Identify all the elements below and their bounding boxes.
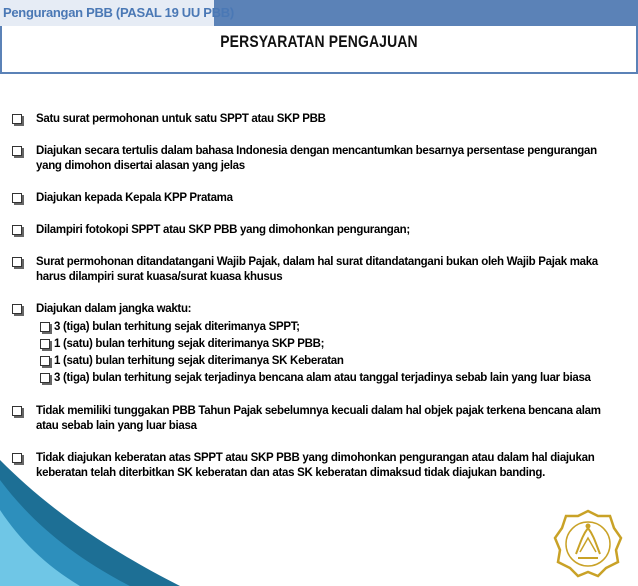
checkbox-bullet-icon — [40, 373, 50, 383]
requirements-list — [12, 112, 624, 498]
checkbox-bullet-icon — [12, 193, 22, 203]
list-item-text: Tidak diajukan keberatan atas SPPT atau SKP PBB yang dimohonkan pengurangan atau dalam hal diajukan keberatan telah diterbitkan SK keberatan dan atas SK keberatan dimaksud tidak diajukan banding. — [36, 452, 595, 479]
ministry-emblem-icon — [552, 508, 624, 580]
checkbox-bullet-icon — [12, 257, 22, 267]
list-item — [12, 191, 624, 206]
sub-list — [40, 319, 624, 387]
checkbox-bullet-icon — [12, 406, 22, 416]
section-title: Pengurangan PBB (PASAL 19 UU PBB) — [0, 0, 214, 26]
sub-list-item-text: 3 (tiga) bulan terhitung sejak diterimanya SPPT; — [54, 321, 300, 333]
sub-list-item — [40, 336, 624, 353]
list-item-text: Surat permohonan ditandatangani Wajib Pajak, dalam hal surat ditandatangani bukan oleh Wajib Pajak maka harus dilampiri surat kuasa/surat kuasa khusus — [36, 256, 598, 283]
list-item — [12, 112, 624, 127]
checkbox-bullet-icon — [40, 339, 50, 349]
sub-list-item — [40, 319, 624, 336]
checkbox-bullet-icon — [40, 356, 50, 366]
list-item — [12, 223, 624, 238]
list-item-text: Diajukan secara tertulis dalam bahasa Indonesia dengan mencantumkan besarnya persentase pengurangan yang dimohon disertai alasan yang jelas — [36, 145, 597, 172]
checkbox-bullet-icon — [12, 146, 22, 156]
sub-list-item — [40, 370, 624, 387]
checkbox-bullet-icon — [12, 114, 22, 124]
checkbox-bullet-icon — [12, 304, 22, 314]
checkbox-bullet-icon — [12, 225, 22, 235]
list-item-text: Dilampiri fotokopi SPPT atau SKP PBB yang dimohonkan pengurangan; — [36, 224, 410, 236]
list-item — [12, 404, 624, 434]
checkbox-bullet-icon — [40, 322, 50, 332]
list-item — [12, 255, 624, 285]
list-item — [12, 144, 624, 174]
sub-list-item-text: 1 (satu) bulan terhitung sejak diterimanya SK Keberatan — [54, 355, 344, 367]
checkbox-bullet-icon — [12, 453, 22, 463]
list-item-text: Tidak memiliki tunggakan PBB Tahun Pajak sebelumnya kecuali dalam hal objek pajak terkena bencana alam atau sebab lain yang luar biasa — [36, 405, 601, 432]
list-item — [12, 302, 624, 387]
list-item-text: Satu surat permohonan untuk satu SPPT atau SKP PBB — [36, 113, 326, 125]
list-item-text: Diajukan kepada Kepala KPP Pratama — [36, 192, 233, 204]
list-item — [12, 451, 624, 481]
sub-list-item — [40, 353, 624, 370]
sub-list-item-text: 3 (tiga) bulan terhitung sejak terjadinya bencana alam atau tanggal terjadinya sebab lain yang luar biasa — [54, 372, 591, 384]
sub-list-item-text: 1 (satu) bulan terhitung sejak diterimanya SKP PBB; — [54, 338, 325, 350]
list-item-text: Diajukan dalam jangka waktu: — [36, 303, 192, 315]
page-title: PERSYARATAN PENGAJUAN — [220, 32, 418, 51]
header-bar — [0, 0, 638, 26]
